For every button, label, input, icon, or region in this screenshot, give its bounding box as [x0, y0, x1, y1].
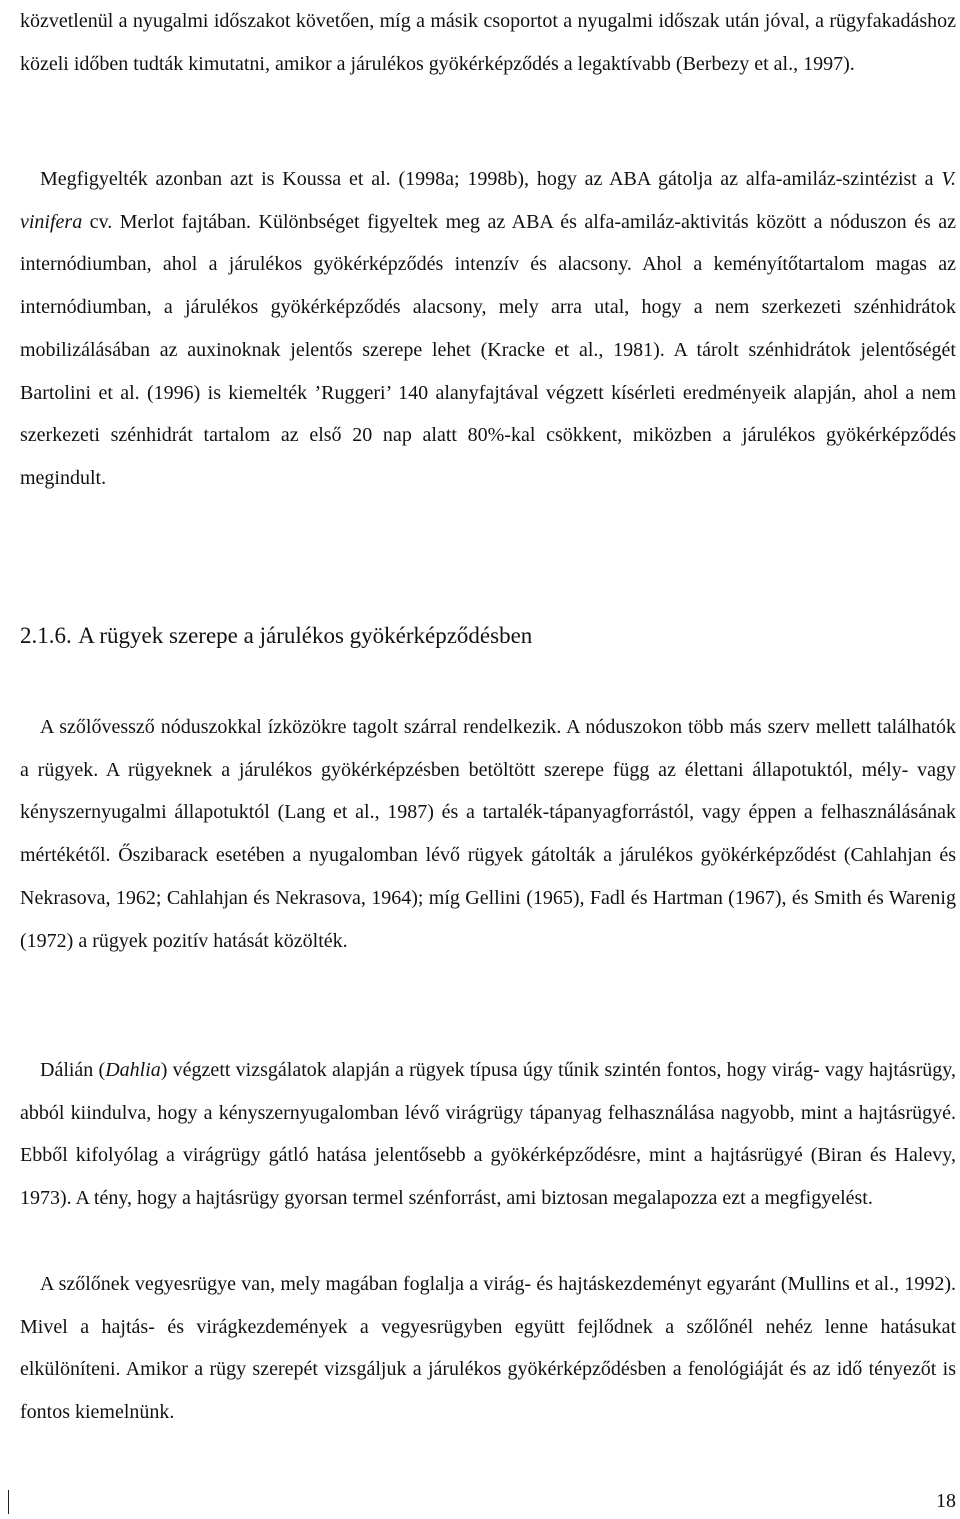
paragraph-text: A szőlővessző nóduszokkal ízközökre tagolt szárral rendelkezik. A nóduszokon több más szerv mellett találhatók a rügyek. A rügyeknek a járulékos gyökérképzésben betöltött szerepe függ az élettani állapotuktól, mély- vagy kényszernyugalmi állapotuktól (Lang et al., 1987) és a tartalék-tápanyagforrástól, vagy éppen a felhasználásának mértékétől. Őszibarack esetében a nyugalomban lévő rügyek gátolták a járulékos gyökérképződést (Cahlahjan és Nekrasova, 1962; Cahlahjan és Nekrasova, 1964); míg Gellini (1965), Fadl és Hartman (1967), és Smith és Warenig (1972) a rügyek pozitív hatását közölték. [20, 716, 956, 952]
page-number: 18 [936, 1490, 956, 1512]
paragraph-continuation [20, 0, 956, 85]
genus-name: Dahlia [105, 1059, 161, 1081]
paragraph-text: közvetlenül a nyugalmi időszakot követően, míg a másik csoportot a nyugalmi időszak után jóval, a rügyfakadáshoz közeli időben tudták kimutatni, amikor a járulékos gyökérképződés a legaktívabb (Berbezy et al., 1997). [20, 10, 956, 75]
paragraph-vegyesrugy [20, 1263, 956, 1434]
paragraph-text: cv. Merlot fajtában. Különbséget figyeltek meg az ABA és alfa-amiláz-aktivitás között a nóduszon és az internódiumban, ahol a járulékos gyökérképződés intenzív és alacsony. Ahol a keményítőtartalom magas az internódiumban, a járulékos gyökérképződés alacsony, mely arra utal, hogy a nem szerkezeti szénhidrátok mobilizálásában az auxinoknak jelentős szerepe lehet (Kracke et al., 1981). A tárolt szénhidrátok jelentőségét Bartolini et al. (1996) is kiemelték ’Ruggeri’ 140 alanyfajtával végzett kísérleti eredményeik alapján, ahol a nem szerkezeti szénhidrát tartalom az első 20 nap alatt 80%-kal csökkent, miközben a járulékos gyökérképződés megindult. [20, 210, 956, 489]
paragraph-text: Megfigyelték azonban azt is Koussa et al. (1998a; 1998b), hogy az ABA gátolja az alfa-amiláz-szintézist a [40, 168, 942, 190]
paragraph-text: A szőlőnek vegyesrügye van, mely magában foglalja a virág- és hajtáskezdeményt egyaránt (Mullins et al., 1992). Mivel a hajtás- és virágkezdemények a vegyesrügyben együtt fejlődnek a szőlőnél nehéz lenne hatásukat elkülöníteni. Amikor a rügy szerepét vizsgáljuk a járulékos gyökérképződésben a fenológiáját és az idő tényezőt is fontos kiemelnünk. [20, 1273, 956, 1424]
section-heading [20, 616, 532, 656]
text-cursor [8, 1490, 9, 1514]
paragraph-rugyek [20, 706, 956, 962]
paragraph-dahlia [20, 1049, 956, 1220]
section-number: 2.1.6. [20, 623, 72, 648]
section-title: A rügyek szerepe a járulékos gyökérképződésben [78, 623, 533, 648]
paragraph-koussa [20, 158, 956, 500]
paragraph-text: ) végzett vizsgálatok alapján a rügyek típusa úgy tűnik szintén fontos, hogy virág- vagy hajtásrügy, abból kiindulva, hogy a kényszernyugalomban lévő virágrügy tápanyag felhasználása nagyobb, mint a hajtásrügyé. Ebből kifolyólag a virágrügy gátló hatása jelentősebb a gyökérképződésre, mint a hajtásrügyé (Biran és Halevy, 1973). A tény, hogy a hajtásrügy gyorsan termel szénforrást, ami biztosan megalapozza ezt a megfigyelést. [20, 1059, 956, 1210]
species-name: V. vinifera [20, 168, 956, 233]
paragraph-text: Dálián ( [40, 1059, 106, 1081]
document-page [20, 0, 956, 1519]
